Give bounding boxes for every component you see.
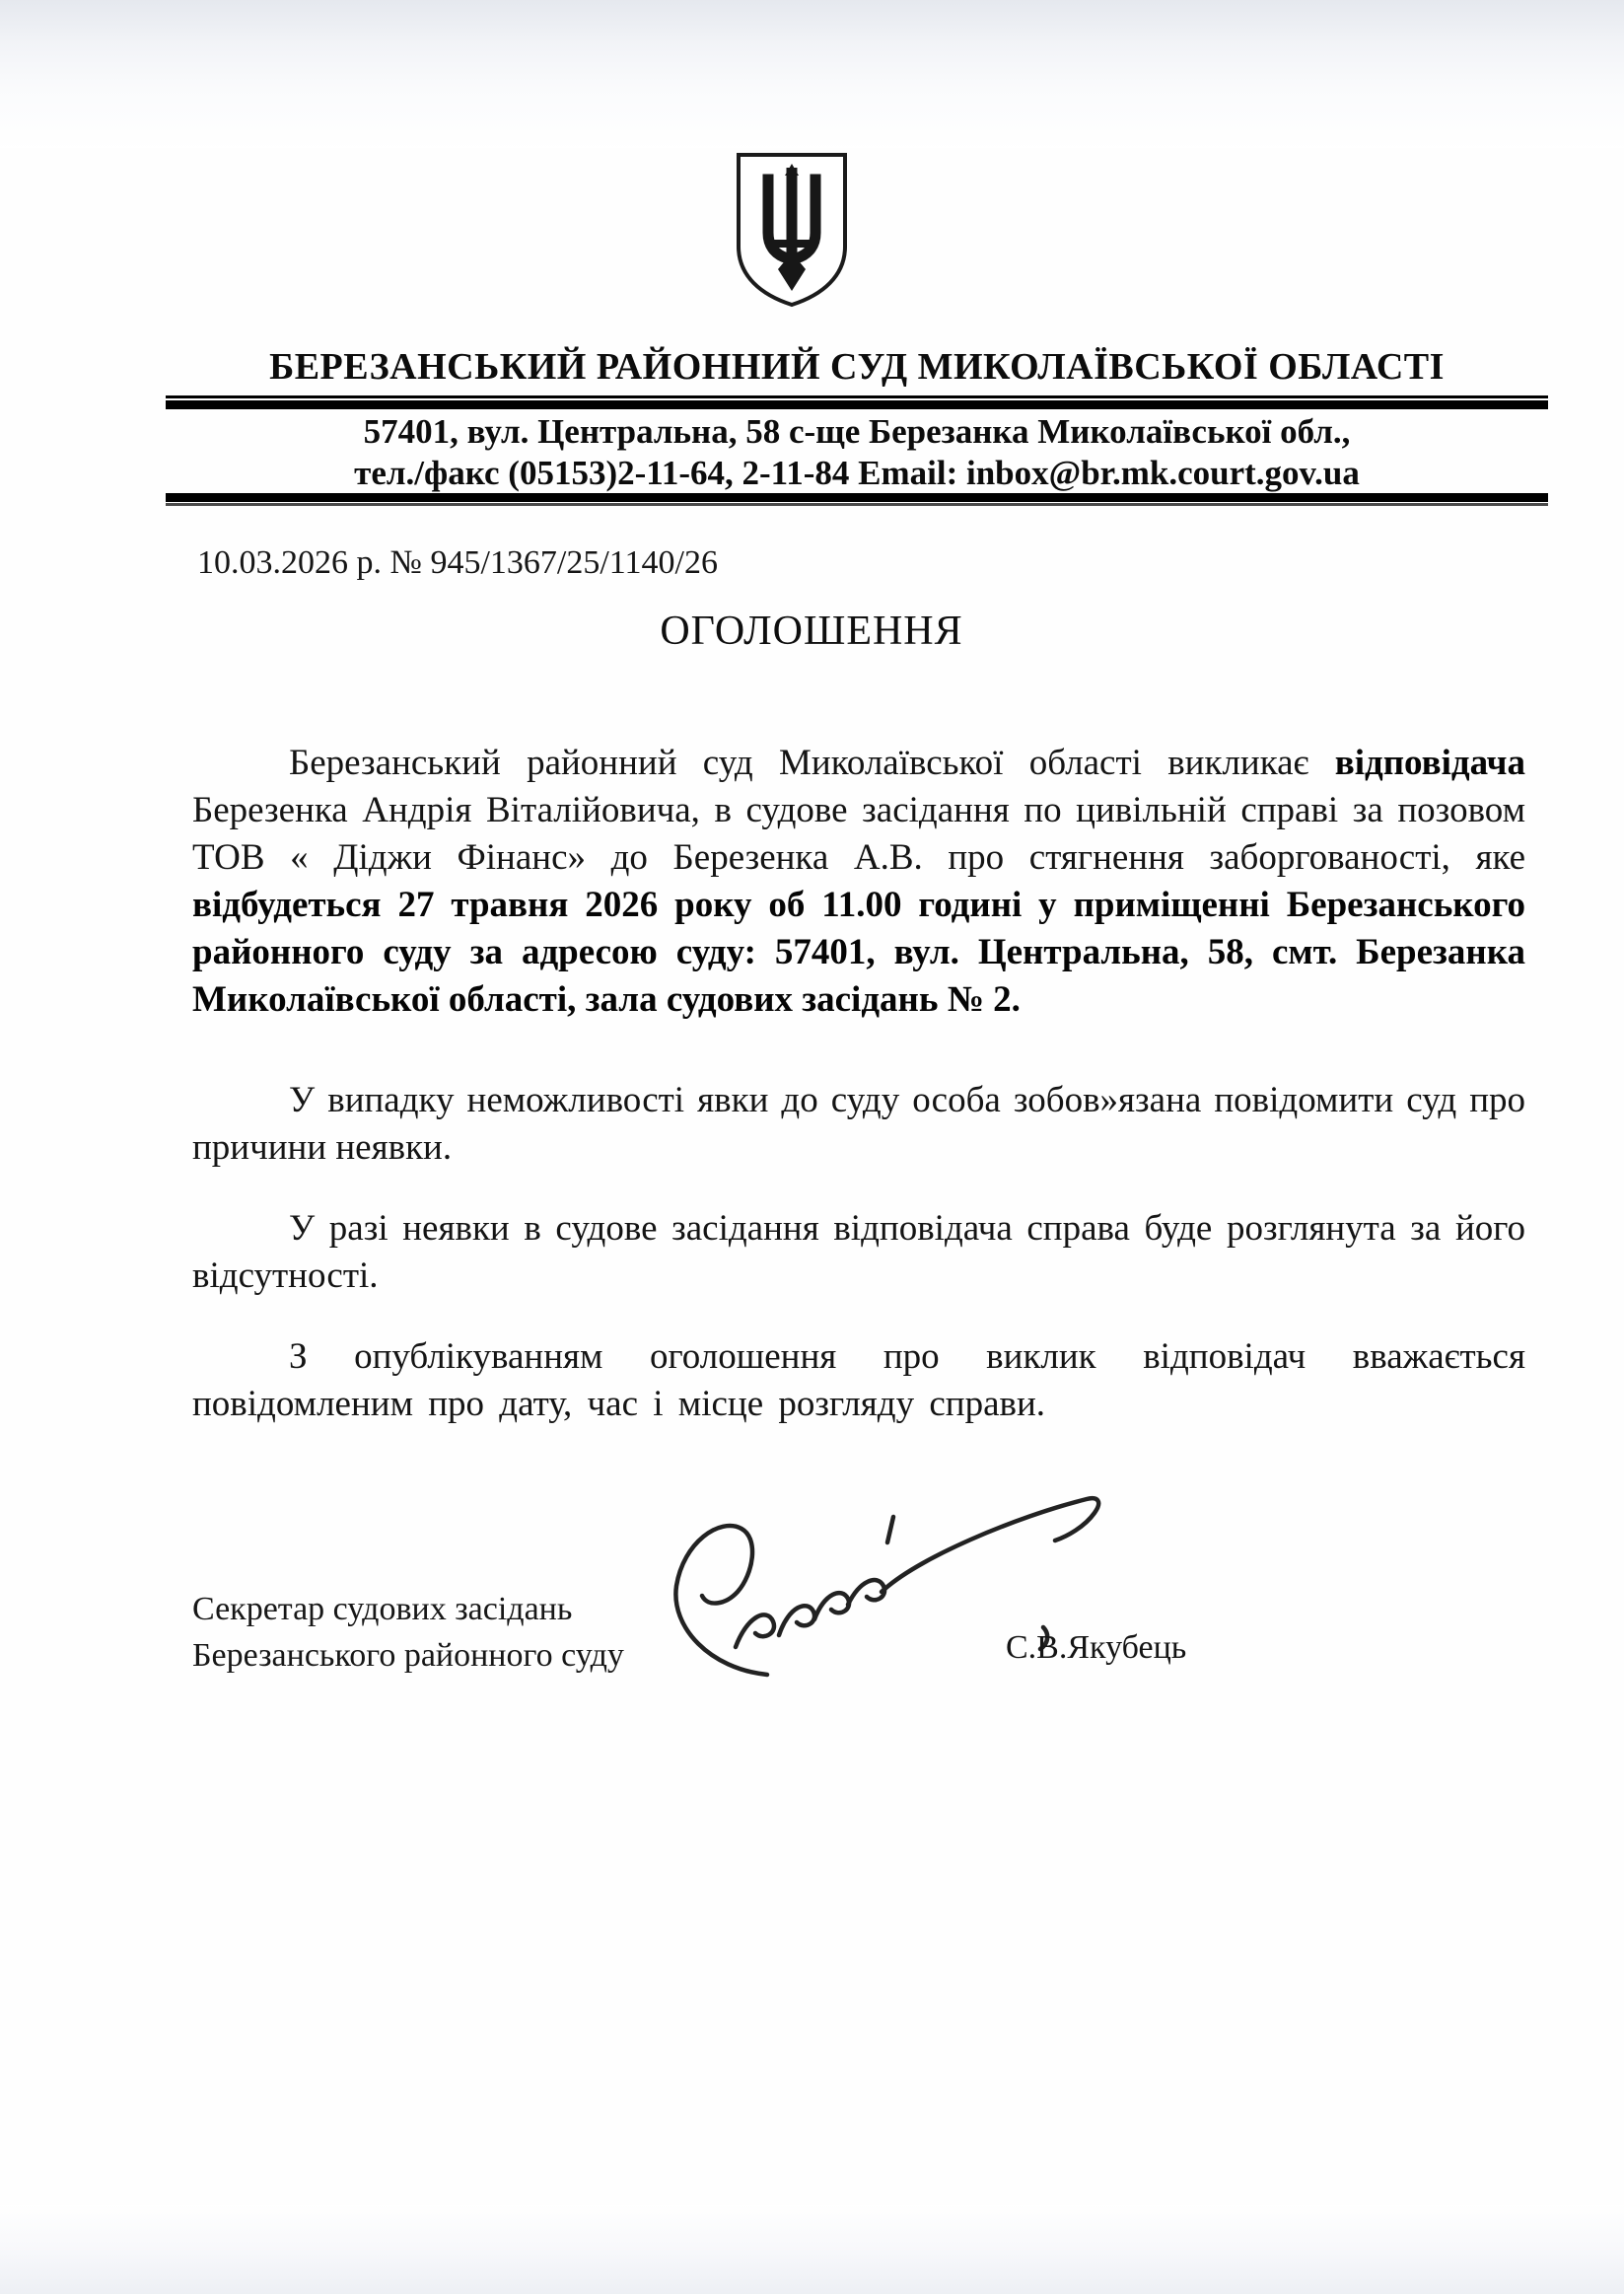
court-name-heading: БЕРЕЗАНСЬКИЙ РАЙОННИЙ СУД МИКОЛАЇВСЬКОЇ ОБЛАСТІ: [269, 346, 1445, 388]
summons-defendant-label: відповідача: [1334, 743, 1525, 783]
summons-hearing-details: відбудеться 27 травня 2026 року об 11.00 годині у приміщенні Березанського районного суду за адресою суду: 57401, вул. Центральна, 58, смт. Березанка Миколаївської області, зала судових засідань № 2.: [192, 885, 1525, 1020]
letterhead-divider-bottom: [166, 493, 1548, 506]
ukraine-coat-of-arms-icon: [732, 150, 852, 310]
paragraph-obligation: У випадку неможливості явки до суду особа зобов»язана повідомити суд про причини неявки.: [192, 1080, 1525, 1168]
summons-text-normal-1: Березанський районний суд Миколаївської області викликає: [289, 743, 1335, 783]
scan-artifact-top: [0, 0, 1624, 148]
document-title: ОГОЛОШЕННЯ: [660, 609, 963, 654]
summons-text-normal-2: Березенка Андрія Віталійовича, в судове засідання по цивільній справі за позовом ТОВ « Діджи Фінанс» до Березенка А.В. про стягнення заборгованості, яке: [192, 790, 1525, 878]
court-contact-line: тел./факс (05153)2-11-64, 2-11-84 Email: inbox@br.mk.court.gov.ua: [354, 454, 1360, 492]
court-address-line: 57401, вул. Центральна, 58 с-ще Березанка Миколаївської обл.,: [363, 412, 1351, 451]
signer-name: С.В.Якубець: [1006, 1629, 1187, 1666]
letterhead-divider-top: [166, 395, 1548, 409]
signer-role: [192, 1586, 624, 1679]
date-and-case-number: 10.03.2026 р. № 945/1367/25/1140/26: [197, 544, 718, 581]
paragraph-publication: З опублікуванням оголошення про виклик відповідач вважається повідомленим про дату, час і місце розгляду справи.: [192, 1336, 1525, 1424]
paragraph-summons: [192, 740, 1525, 1024]
signer-role-line1: Секретар судових засідань: [192, 1591, 573, 1627]
paragraph-absence: У разі неявки в судове засідання відповідача справа буде розглянута за його відсутності.: [192, 1208, 1525, 1296]
signer-role-line2: Березанського районного суду: [192, 1637, 624, 1674]
scan-artifact-bottom: [0, 2205, 1624, 2294]
